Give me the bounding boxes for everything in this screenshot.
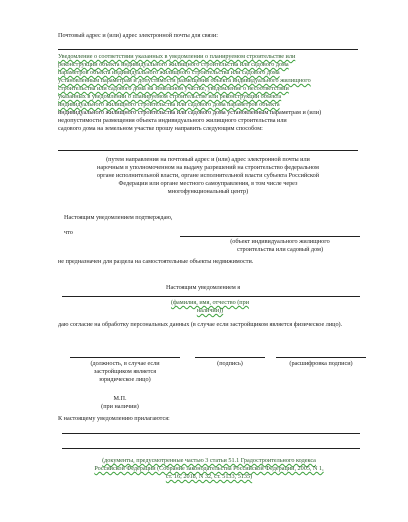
email-label: Почтовый адрес и (или) адрес электронной почты для связи: [58, 32, 218, 39]
attached-line-1 [62, 433, 360, 434]
i-label: Настоящим уведомлением я [166, 284, 241, 291]
footer-caption-1: (документы, предусмотренные частью 3 статьи 51.1 Градостроительного кодекса [102, 457, 316, 464]
position-caption-2: застройщиком является [93, 368, 157, 375]
notice-line-9: недопустимости размещения объекта индивидуального жилищного строительства или [58, 117, 287, 124]
stamp-note: (при наличии) [101, 403, 139, 410]
signature-caption: (подпись) [217, 360, 243, 367]
notice-line-5: строительства или садового дома на земельном участке, уведомление о несоответствии [58, 85, 289, 92]
fio-caption-1: (фамилия, имя, отчество (при [170, 299, 250, 306]
notice-line-10: садового дома на земельном участке прошу направить следующим способом: [58, 125, 263, 132]
notice-line-8: индивидуального жилищного строительства или садового дома установленным параметрам и (или) [58, 109, 322, 116]
method-caption-2: нарочным в уполномоченном на выдачу разрешений на строительство федеральном [97, 164, 319, 171]
not-intended-text: не предназначен для раздела на самостоятельные объекты недвижимости. [58, 258, 254, 265]
method-caption-5: многофункциональный центр) [167, 188, 249, 195]
position-caption-1: (должность, в случае если [90, 360, 160, 367]
that-label: что [64, 229, 73, 236]
signature-line [195, 357, 265, 358]
footer-caption-2: Российской Федерации (Собрание законодательства Российской Федерации, 2005, N 1, [94, 465, 324, 472]
notice-line-2: реконструкции объекта индивидуального жилищного строительства или садового дома [58, 61, 289, 68]
confirm-label: Настоящим уведомлением подтверждаю, [64, 214, 173, 221]
object-line [180, 236, 360, 237]
transcript-caption: (расшифровка подписи) [289, 360, 353, 367]
transcript-line [276, 357, 366, 358]
method-line [58, 150, 358, 151]
method-caption-4: Федерации или органе местного самоуправления, в том числе через [118, 180, 298, 187]
email-line [58, 49, 358, 50]
notice-line-1: Уведомление о соответствии указанных в уведомлении о планируемом строительстве или [58, 53, 296, 60]
object-caption-2: строительства или садовый дом) [236, 246, 324, 253]
consent-text: даю согласие на обработку персональных данных (в случае если застройщиком является физическое лицо). [58, 321, 343, 328]
object-caption-1: (объект индивидуального жилищного [230, 238, 330, 245]
position-caption-3: юридическое лицо) [99, 376, 151, 383]
notice-line-6: указанных в уведомлении о планируемом строительстве или реконструкции объекта [58, 93, 282, 100]
fio-caption-2: наличии)) [196, 307, 224, 314]
position-line [70, 357, 180, 358]
notice-line-4: установленным параметрам и допустимости размещения объекта индивидуального жилищного [58, 77, 311, 84]
method-caption-3: органе исполнительной власти, органе исполнительной власти субъекта Российской [96, 172, 320, 179]
notice-line-7: индивидуального жилищного строительства или садового дома параметров объекта [58, 101, 280, 108]
fio-line [62, 296, 360, 297]
method-caption-1: (путем направления на почтовый адрес и (или) адрес электронной почты или [106, 156, 310, 163]
stamp-label: М.П. [113, 395, 127, 402]
attached-label: К настоящему уведомлению прилагаются: [58, 415, 170, 422]
footer-caption-3: ст. 16; 2018, N 32, ст. 5133, 5135) [165, 473, 253, 480]
attached-line-2 [62, 448, 360, 449]
notice-line-3: параметров объекта индивидуального жилищного строительства или садового дома [58, 69, 280, 76]
